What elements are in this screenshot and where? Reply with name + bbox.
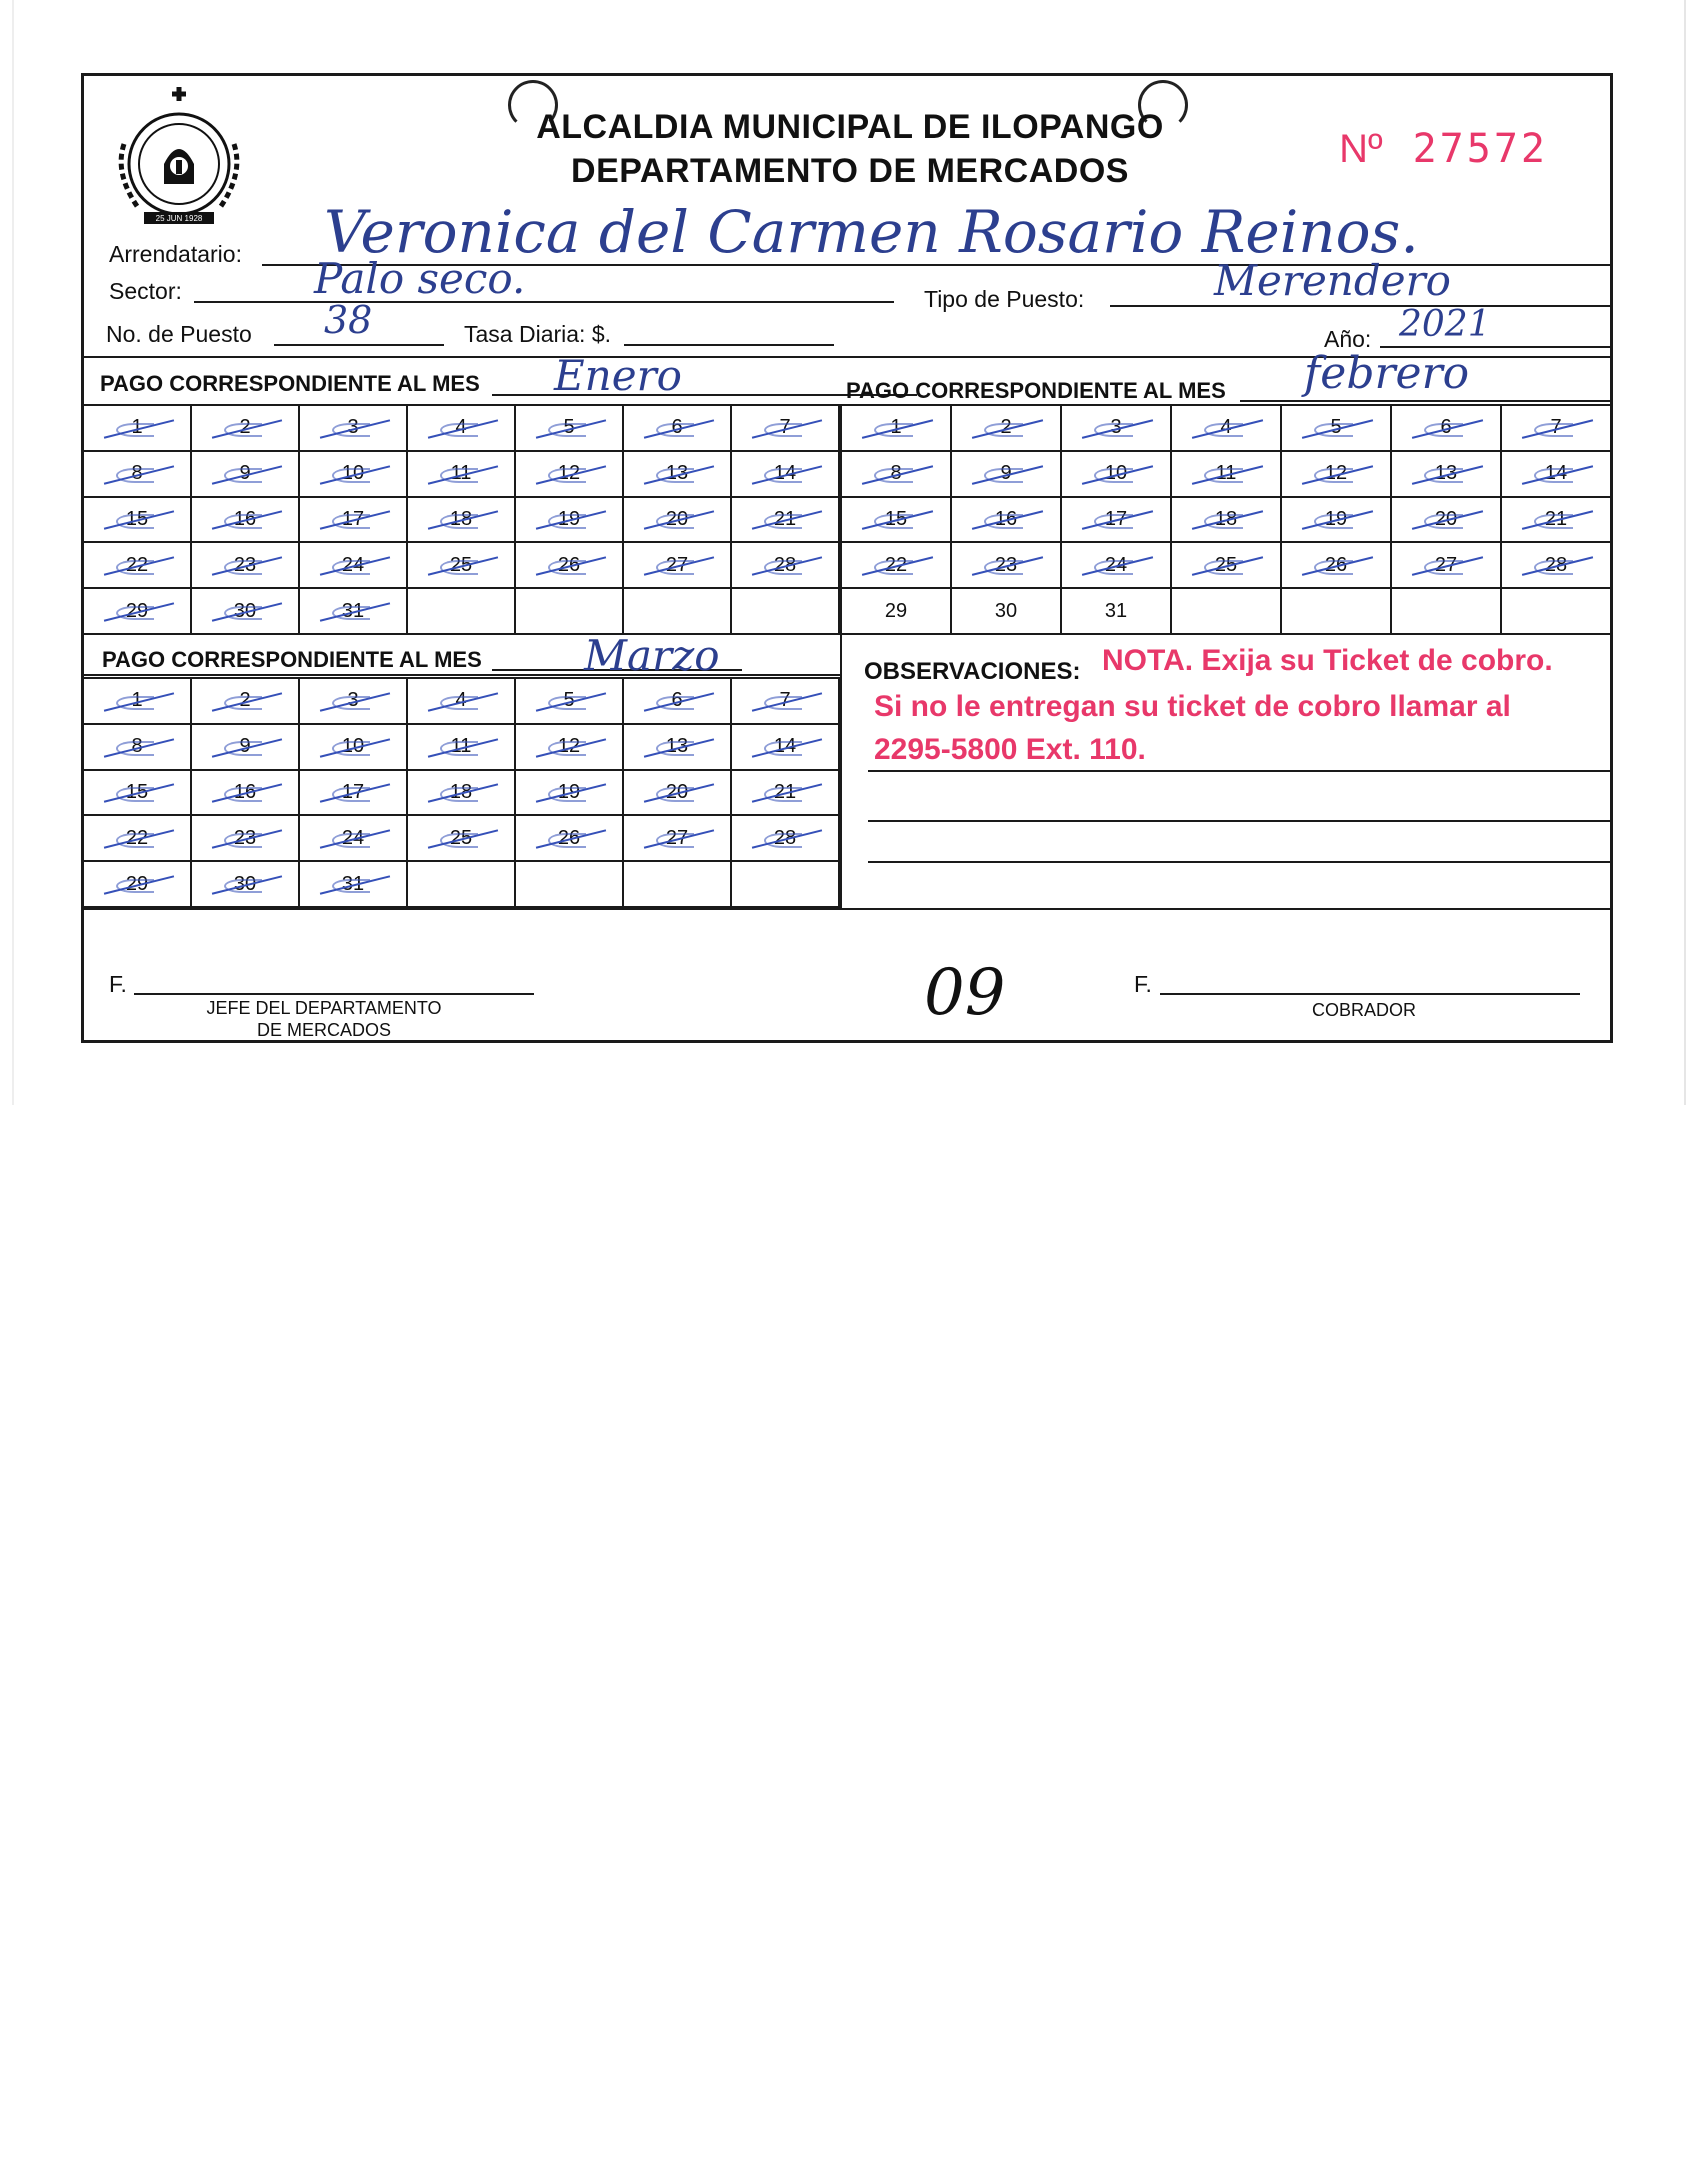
serial-number bbox=[1339, 126, 1548, 172]
day-number: 4 bbox=[455, 689, 467, 712]
day-cell-7 bbox=[731, 405, 839, 451]
empty-day-cell bbox=[407, 861, 515, 907]
empty-day-cell bbox=[515, 588, 623, 634]
calendar-row bbox=[83, 770, 839, 816]
day-number: 25 bbox=[449, 553, 473, 576]
empty-day-cell bbox=[731, 588, 839, 634]
jefe-title-line-2: DE MERCADOS bbox=[256, 1020, 391, 1040]
day-number: 9 bbox=[239, 735, 251, 758]
day-number: 10 bbox=[341, 462, 365, 485]
day-cell-27 bbox=[623, 542, 731, 588]
day-cell-10 bbox=[299, 724, 407, 770]
empty-day-cell bbox=[731, 861, 839, 907]
day-cell-27 bbox=[1391, 542, 1501, 588]
day-cell-29 bbox=[83, 861, 191, 907]
day-number: 31 bbox=[341, 599, 365, 622]
day-number: 26 bbox=[557, 553, 581, 576]
day-number: 7 bbox=[779, 416, 791, 439]
arrendatario-label: Arrendatario: bbox=[109, 241, 242, 267]
day-number: 7 bbox=[779, 689, 791, 712]
day-number: 4 bbox=[455, 416, 467, 439]
day-number: 19 bbox=[1324, 507, 1348, 530]
day-number: 27 bbox=[665, 553, 689, 576]
day-number: 10 bbox=[1104, 462, 1128, 485]
observaciones-line bbox=[868, 861, 1610, 863]
day-cell-28 bbox=[731, 542, 839, 588]
day-number: 23 bbox=[233, 553, 257, 576]
day-cell-18 bbox=[407, 770, 515, 816]
day-number: 12 bbox=[557, 462, 581, 485]
observaciones-line bbox=[868, 770, 1610, 772]
department-title: DEPARTAMENTO DE MERCADOS bbox=[571, 152, 1129, 190]
day-number: 3 bbox=[347, 416, 359, 439]
sector-value: Palo seco. bbox=[314, 254, 526, 303]
calendar-row bbox=[83, 678, 839, 724]
day-cell-29 bbox=[83, 588, 191, 634]
day-number: 8 bbox=[890, 462, 902, 485]
sector-line bbox=[194, 301, 894, 303]
cobrador-signature-line bbox=[1160, 993, 1580, 995]
day-cell-22 bbox=[83, 542, 191, 588]
day-cell-22 bbox=[841, 542, 951, 588]
day-number: 8 bbox=[131, 462, 143, 485]
month2-section-label: PAGO CORRESPONDIENTE AL MES bbox=[846, 378, 1226, 403]
day-cell-2 bbox=[191, 678, 299, 724]
day-cell-23 bbox=[191, 542, 299, 588]
day-cell-15 bbox=[83, 497, 191, 543]
day-cell-1 bbox=[841, 405, 951, 451]
seal-text: 25 JUN 1928 bbox=[155, 214, 203, 223]
sector-label: Sector: bbox=[109, 278, 182, 304]
day-number: 1 bbox=[131, 689, 143, 712]
day-number: 20 bbox=[665, 507, 689, 530]
day-number: 24 bbox=[1104, 553, 1128, 576]
calendar-row bbox=[841, 497, 1611, 543]
day-cell-9 bbox=[191, 451, 299, 497]
day-cell-21 bbox=[731, 497, 839, 543]
day-number: 5 bbox=[563, 416, 575, 439]
calendar-row bbox=[83, 861, 839, 907]
observaciones-line bbox=[868, 820, 1610, 822]
day-cell-18 bbox=[407, 497, 515, 543]
day-number: 27 bbox=[665, 826, 689, 849]
day-cell-23 bbox=[951, 542, 1061, 588]
day-number: 20 bbox=[1434, 507, 1458, 530]
day-number: 6 bbox=[1440, 416, 1452, 439]
day-number: 18 bbox=[449, 780, 473, 803]
day-number: 23 bbox=[233, 826, 257, 849]
day-number: 17 bbox=[341, 780, 365, 803]
day-number: 30 bbox=[994, 599, 1018, 622]
arrendatario-value: Veronica del Carmen Rosario Reinos. bbox=[324, 198, 1419, 266]
empty-day-cell bbox=[1391, 588, 1501, 634]
day-cell-25 bbox=[407, 815, 515, 861]
day-cell-6 bbox=[1391, 405, 1501, 451]
nota-line-1: NOTA. Exija su Ticket de cobro. bbox=[1102, 644, 1553, 677]
day-cell-6 bbox=[623, 678, 731, 724]
day-cell-17 bbox=[299, 770, 407, 816]
day-cell-8 bbox=[83, 451, 191, 497]
tipo-puesto-line bbox=[1110, 305, 1610, 307]
day-cell-5 bbox=[1281, 405, 1391, 451]
day-cell-3 bbox=[299, 405, 407, 451]
day-number: 16 bbox=[233, 780, 257, 803]
day-number: 18 bbox=[449, 507, 473, 530]
day-cell-4 bbox=[1171, 405, 1281, 451]
serial-value: 27572 bbox=[1412, 126, 1548, 172]
day-number: 30 bbox=[233, 599, 257, 622]
day-cell-10 bbox=[1061, 451, 1171, 497]
day-cell-27 bbox=[623, 815, 731, 861]
day-cell-5 bbox=[515, 405, 623, 451]
day-number: 13 bbox=[665, 735, 689, 758]
day-number: 3 bbox=[1110, 416, 1122, 439]
day-number: 12 bbox=[1324, 462, 1348, 485]
day-number: 13 bbox=[665, 462, 689, 485]
day-cell-8 bbox=[83, 724, 191, 770]
handwritten-number: 09 bbox=[924, 956, 1006, 1030]
day-number: 11 bbox=[450, 462, 472, 485]
day-cell-29 bbox=[841, 588, 951, 634]
day-cell-1 bbox=[83, 405, 191, 451]
day-cell-11 bbox=[407, 724, 515, 770]
day-cell-14 bbox=[731, 451, 839, 497]
day-number: 31 bbox=[341, 872, 365, 895]
day-number: 5 bbox=[563, 689, 575, 712]
calendar-row bbox=[83, 815, 839, 861]
day-number: 2 bbox=[239, 689, 251, 712]
day-cell-26 bbox=[1281, 542, 1391, 588]
nota-line-2: Si no le entregan su ticket de cobro llamar al bbox=[874, 690, 1511, 723]
day-cell-15 bbox=[83, 770, 191, 816]
day-number: 11 bbox=[1215, 462, 1237, 485]
empty-day-cell bbox=[515, 861, 623, 907]
day-number: 23 bbox=[994, 553, 1018, 576]
anio-label: Año: bbox=[1324, 326, 1372, 352]
puesto-value: 38 bbox=[324, 298, 373, 342]
day-number: 22 bbox=[884, 553, 908, 576]
day-cell-1 bbox=[83, 678, 191, 724]
day-cell-28 bbox=[731, 815, 839, 861]
day-number: 9 bbox=[239, 462, 251, 485]
day-cell-26 bbox=[515, 542, 623, 588]
month1-section-label: PAGO CORRESPONDIENTE AL MES bbox=[100, 371, 480, 396]
day-cell-30 bbox=[191, 861, 299, 907]
month3-top-line bbox=[84, 674, 840, 676]
day-cell-9 bbox=[951, 451, 1061, 497]
day-number: 5 bbox=[1330, 416, 1342, 439]
calendar-row bbox=[841, 588, 1611, 634]
day-number: 14 bbox=[773, 735, 797, 758]
day-number: 17 bbox=[1104, 507, 1128, 530]
day-cell-26 bbox=[515, 815, 623, 861]
day-cell-30 bbox=[191, 588, 299, 634]
day-cell-11 bbox=[407, 451, 515, 497]
calendar-row bbox=[83, 542, 839, 588]
day-cell-19 bbox=[1281, 497, 1391, 543]
day-cell-17 bbox=[1061, 497, 1171, 543]
day-number: 14 bbox=[773, 462, 797, 485]
day-cell-16 bbox=[191, 497, 299, 543]
day-number: 11 bbox=[450, 735, 472, 758]
empty-day-cell bbox=[1281, 588, 1391, 634]
day-cell-2 bbox=[951, 405, 1061, 451]
day-cell-31 bbox=[299, 588, 407, 634]
day-number: 31 bbox=[1104, 599, 1128, 622]
day-number: 21 bbox=[1544, 507, 1568, 530]
day-cell-28 bbox=[1501, 542, 1611, 588]
day-number: 2 bbox=[239, 416, 251, 439]
day-cell-21 bbox=[1501, 497, 1611, 543]
empty-day-cell bbox=[1501, 588, 1611, 634]
day-cell-24 bbox=[299, 542, 407, 588]
tasa-label: Tasa Diaria: $. bbox=[464, 321, 612, 347]
day-number: 12 bbox=[557, 735, 581, 758]
empty-day-cell bbox=[623, 861, 731, 907]
day-cell-14 bbox=[731, 724, 839, 770]
day-cell-31 bbox=[299, 861, 407, 907]
day-cell-15 bbox=[841, 497, 951, 543]
day-cell-9 bbox=[191, 724, 299, 770]
puesto-label: No. de Puesto bbox=[106, 321, 252, 347]
month3-value: Marzo bbox=[584, 631, 720, 680]
day-number: 16 bbox=[233, 507, 257, 530]
calendar-row bbox=[83, 497, 839, 543]
day-number: 29 bbox=[884, 599, 908, 622]
day-cell-4 bbox=[407, 405, 515, 451]
serial-prefix: Nº bbox=[1339, 127, 1383, 171]
day-cell-13 bbox=[1391, 451, 1501, 497]
month3-section-label: PAGO CORRESPONDIENTE AL MES bbox=[102, 647, 482, 672]
day-number: 15 bbox=[125, 780, 149, 803]
day-number: 18 bbox=[1214, 507, 1238, 530]
empty-day-cell bbox=[1171, 588, 1281, 634]
puesto-line bbox=[274, 344, 444, 346]
day-cell-14 bbox=[1501, 451, 1611, 497]
day-number: 15 bbox=[125, 507, 149, 530]
day-cell-7 bbox=[1501, 405, 1611, 451]
day-cell-30 bbox=[951, 588, 1061, 634]
day-number: 25 bbox=[449, 826, 473, 849]
day-cell-10 bbox=[299, 451, 407, 497]
jefe-title-line-1: JEFE DEL DEPARTAMENTO bbox=[206, 998, 442, 1018]
day-number: 1 bbox=[131, 416, 143, 439]
day-number: 20 bbox=[665, 780, 689, 803]
calendar-row bbox=[841, 542, 1611, 588]
day-cell-13 bbox=[623, 451, 731, 497]
day-cell-11 bbox=[1171, 451, 1281, 497]
receipt-form bbox=[81, 73, 1613, 1043]
day-number: 22 bbox=[125, 826, 149, 849]
day-cell-25 bbox=[407, 542, 515, 588]
day-cell-20 bbox=[1391, 497, 1501, 543]
day-cell-8 bbox=[841, 451, 951, 497]
day-number: 28 bbox=[773, 826, 797, 849]
jefe-signature-line bbox=[134, 993, 534, 995]
day-cell-13 bbox=[623, 724, 731, 770]
day-cell-16 bbox=[191, 770, 299, 816]
day-number: 6 bbox=[671, 689, 683, 712]
day-cell-6 bbox=[623, 405, 731, 451]
municipality-title: ALCALDIA MUNICIPAL DE ILOPANGO bbox=[536, 108, 1164, 146]
day-cell-19 bbox=[515, 497, 623, 543]
month2-value: febrero bbox=[1304, 348, 1470, 399]
day-number: 16 bbox=[994, 507, 1018, 530]
day-number: 24 bbox=[341, 826, 365, 849]
day-number: 10 bbox=[341, 735, 365, 758]
day-cell-25 bbox=[1171, 542, 1281, 588]
day-number: 25 bbox=[1214, 553, 1238, 576]
day-number: 24 bbox=[341, 553, 365, 576]
day-cell-3 bbox=[1061, 405, 1171, 451]
day-cell-24 bbox=[1061, 542, 1171, 588]
day-cell-19 bbox=[515, 770, 623, 816]
day-number: 17 bbox=[341, 507, 365, 530]
calendar-grid-enero bbox=[82, 404, 840, 635]
observaciones-label: OBSERVACIONES: bbox=[864, 658, 1081, 685]
anio-value: 2021 bbox=[1399, 304, 1491, 345]
nota-line-3: 2295-5800 Ext. 110. bbox=[874, 733, 1146, 766]
day-cell-20 bbox=[623, 497, 731, 543]
jefe-signature-prefix: F. bbox=[109, 971, 127, 997]
tasa-line bbox=[624, 344, 834, 346]
footer-divider bbox=[84, 908, 1610, 910]
observaciones-divider bbox=[840, 634, 842, 908]
day-cell-17 bbox=[299, 497, 407, 543]
day-cell-12 bbox=[1281, 451, 1391, 497]
day-number: 21 bbox=[773, 780, 797, 803]
day-number: 28 bbox=[773, 553, 797, 576]
day-number: 1 bbox=[890, 416, 902, 439]
day-number: 28 bbox=[1544, 553, 1568, 576]
calendar-row bbox=[83, 724, 839, 770]
day-number: 2 bbox=[1000, 416, 1012, 439]
day-number: 4 bbox=[1220, 416, 1232, 439]
day-number: 29 bbox=[125, 599, 149, 622]
calendar-row bbox=[83, 405, 839, 451]
day-number: 21 bbox=[773, 507, 797, 530]
day-number: 26 bbox=[557, 826, 581, 849]
empty-day-cell bbox=[407, 588, 515, 634]
calendar-row bbox=[83, 451, 839, 497]
day-cell-20 bbox=[623, 770, 731, 816]
day-cell-21 bbox=[731, 770, 839, 816]
empty-day-cell bbox=[623, 588, 731, 634]
day-cell-12 bbox=[515, 451, 623, 497]
day-cell-18 bbox=[1171, 497, 1281, 543]
day-number: 30 bbox=[233, 872, 257, 895]
calendar-row bbox=[841, 405, 1611, 451]
day-cell-2 bbox=[191, 405, 299, 451]
day-number: 8 bbox=[131, 735, 143, 758]
day-number: 15 bbox=[884, 507, 908, 530]
day-number: 29 bbox=[125, 872, 149, 895]
day-cell-31 bbox=[1061, 588, 1171, 634]
month2-line bbox=[1240, 400, 1610, 402]
day-cell-24 bbox=[299, 815, 407, 861]
day-number: 19 bbox=[557, 507, 581, 530]
day-number: 3 bbox=[347, 689, 359, 712]
day-number: 9 bbox=[1000, 462, 1012, 485]
day-number: 14 bbox=[1544, 462, 1568, 485]
day-cell-23 bbox=[191, 815, 299, 861]
day-cell-3 bbox=[299, 678, 407, 724]
day-number: 22 bbox=[125, 553, 149, 576]
month1-value: Enero bbox=[554, 351, 682, 400]
calendar-row bbox=[841, 451, 1611, 497]
calendar-grid-marzo bbox=[82, 677, 840, 908]
day-cell-5 bbox=[515, 678, 623, 724]
tipo-puesto-label: Tipo de Puesto: bbox=[924, 286, 1085, 312]
day-number: 27 bbox=[1434, 553, 1458, 576]
cobrador-title: COBRADOR bbox=[1311, 1000, 1416, 1020]
day-number: 7 bbox=[1550, 416, 1562, 439]
tipo-puesto-value: Merendero bbox=[1214, 256, 1451, 305]
calendar-grid-febrero bbox=[840, 404, 1612, 635]
day-cell-22 bbox=[83, 815, 191, 861]
day-cell-4 bbox=[407, 678, 515, 724]
day-cell-7 bbox=[731, 678, 839, 724]
calendar-row bbox=[83, 588, 839, 634]
day-number: 19 bbox=[557, 780, 581, 803]
day-number: 6 bbox=[671, 416, 683, 439]
cobrador-signature-prefix: F. bbox=[1134, 971, 1152, 997]
day-number: 26 bbox=[1324, 553, 1348, 576]
day-number: 13 bbox=[1434, 462, 1458, 485]
day-cell-12 bbox=[515, 724, 623, 770]
day-cell-16 bbox=[951, 497, 1061, 543]
